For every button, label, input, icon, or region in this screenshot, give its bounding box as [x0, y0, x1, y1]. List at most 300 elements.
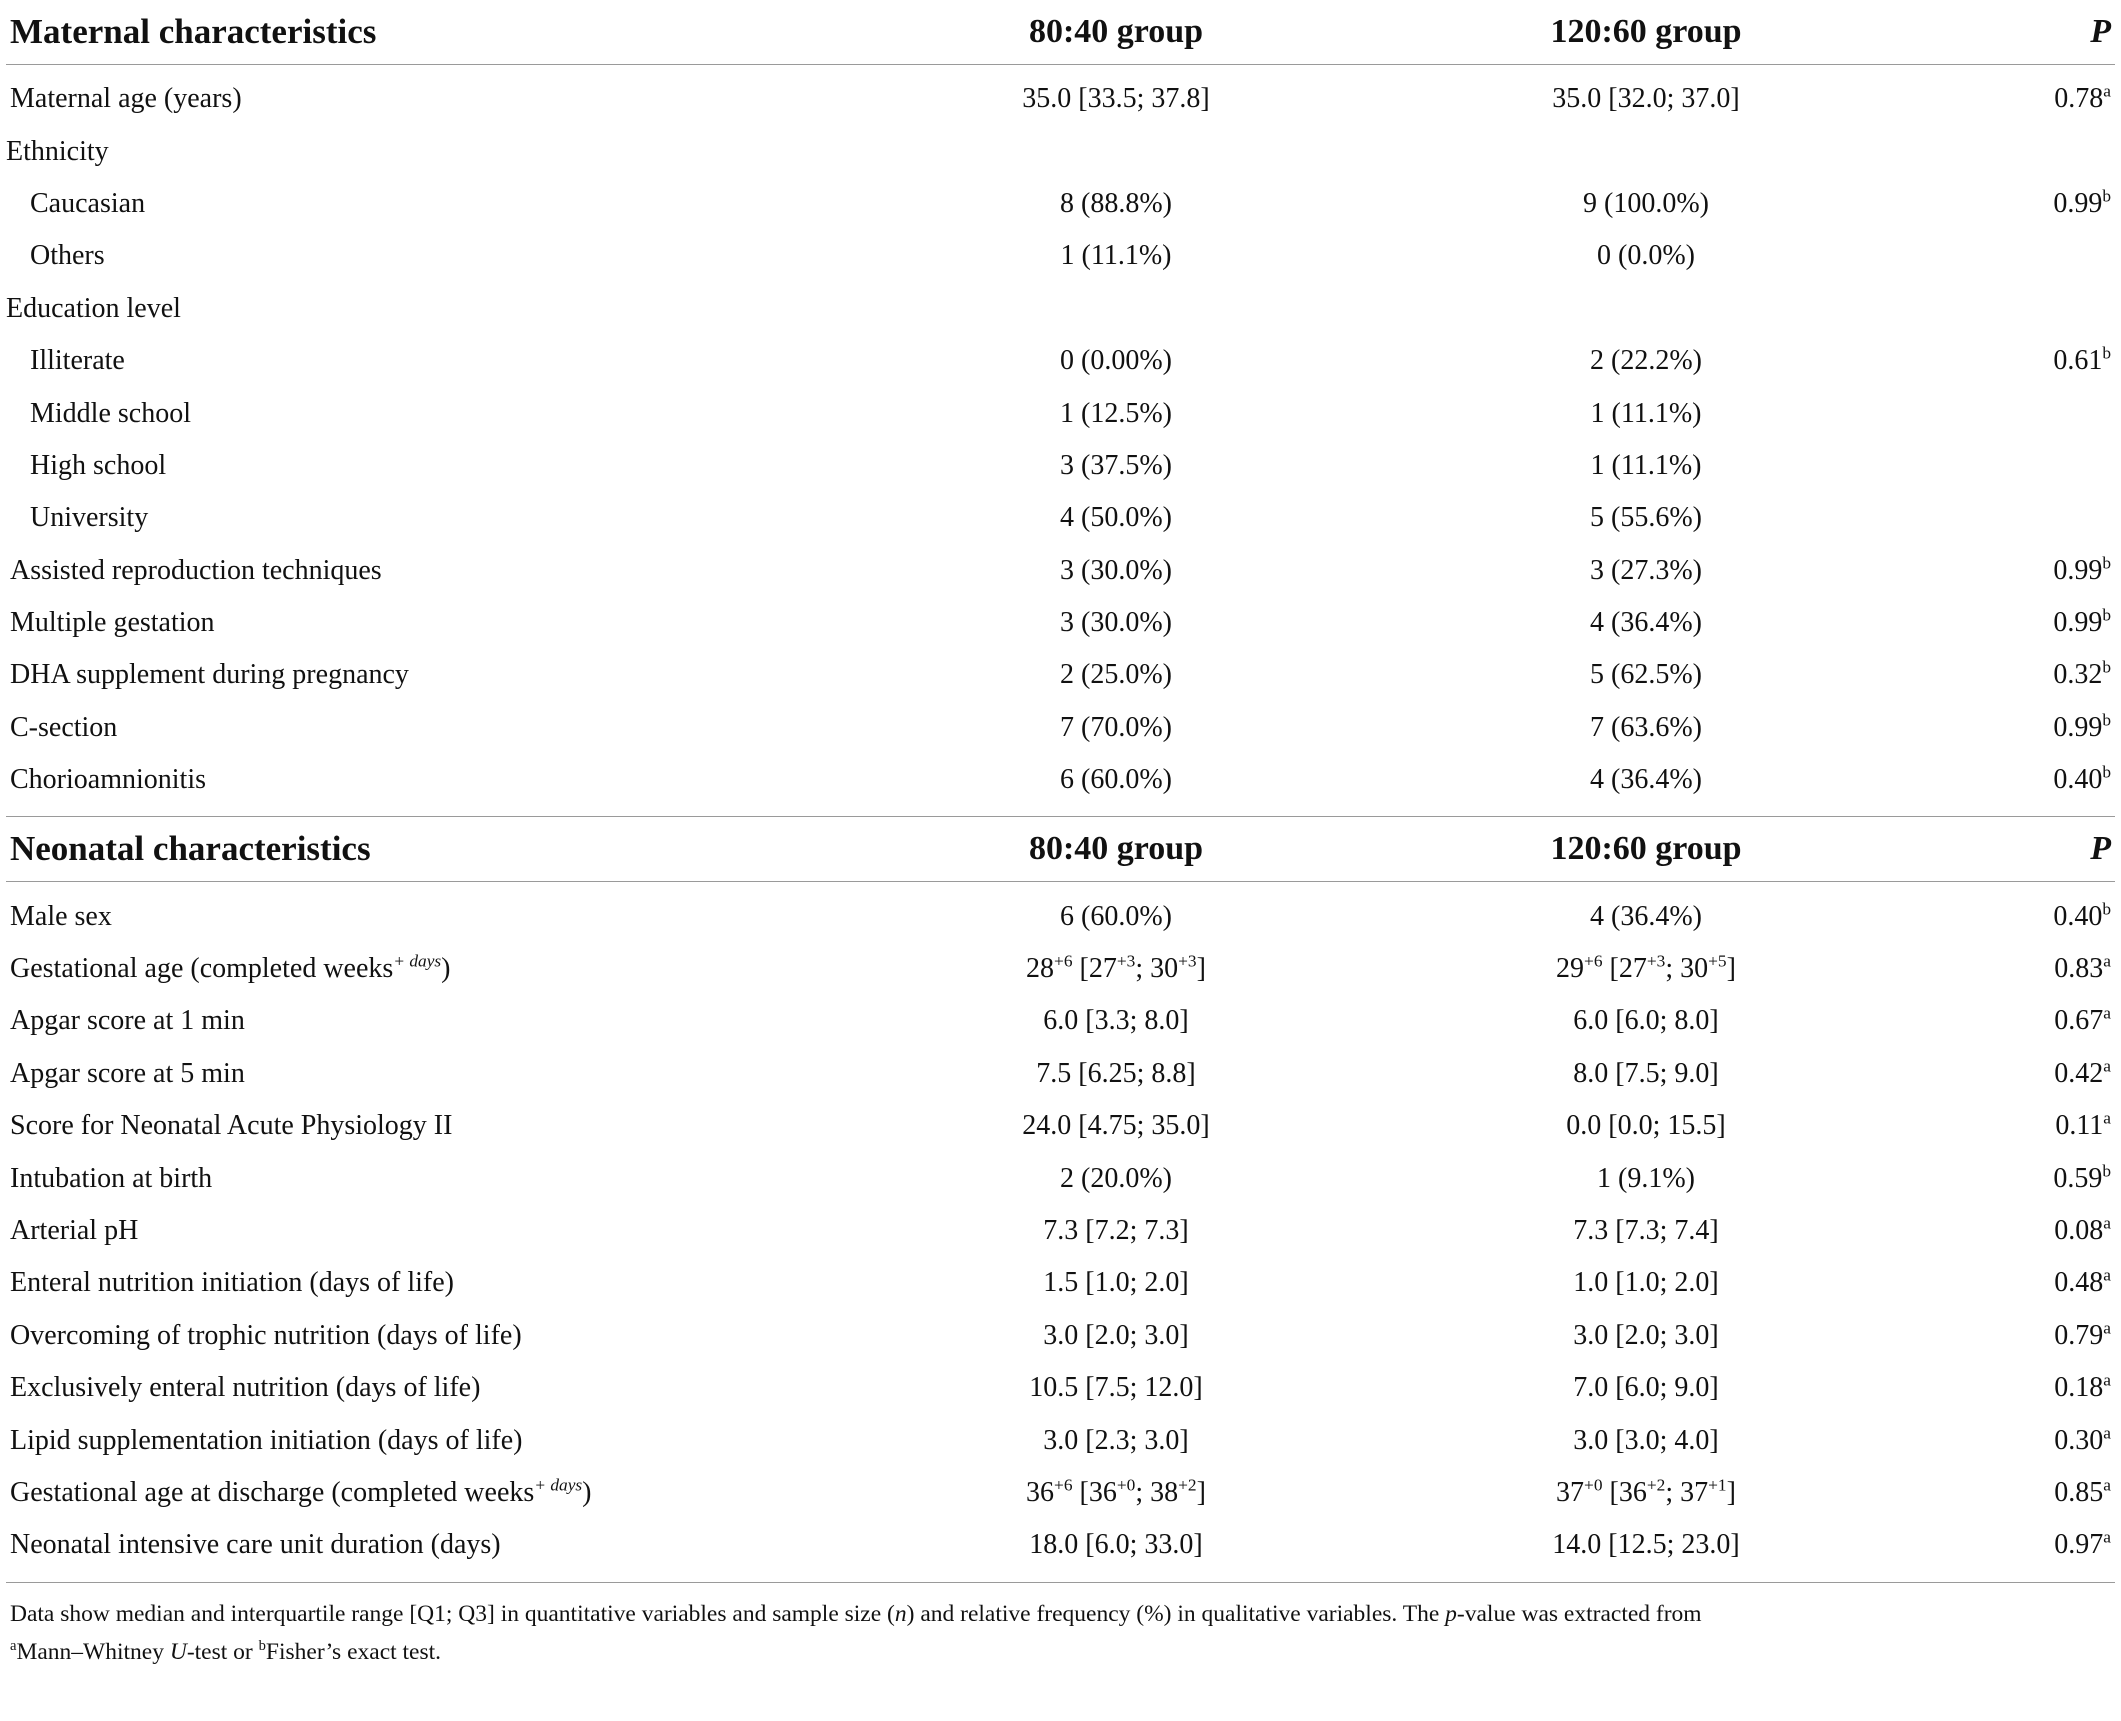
value-text: 0 (0.00%)	[1060, 345, 1172, 377]
table-row	[6, 440, 2115, 492]
table-row	[6, 387, 2115, 439]
row-label	[6, 1005, 866, 1037]
group2-value	[1366, 1005, 1926, 1037]
p-value	[1926, 555, 2115, 587]
value-part: ; 38	[1135, 1476, 1179, 1508]
p-value	[1926, 659, 2115, 691]
test-marker: a	[2103, 1213, 2111, 1233]
table-row	[6, 230, 2115, 282]
value-text: 1 (12.5%)	[1060, 397, 1172, 429]
group1-value	[866, 1110, 1366, 1142]
p-value	[1926, 1163, 2115, 1195]
test-marker: b	[2102, 553, 2111, 573]
value-superscript: +5	[1708, 951, 1727, 971]
p-value	[1926, 1058, 2115, 1090]
label-end: )	[441, 953, 451, 985]
footnote-text: -value was extracted from	[1456, 1600, 1702, 1627]
value-text: 3.0 [3.0; 4.0]	[1573, 1424, 1719, 1456]
p-value-text: 0.11	[2055, 1110, 2104, 1142]
footnote-text: -test or	[186, 1638, 259, 1665]
group1-value	[866, 1215, 1366, 1247]
group1-value	[866, 1058, 1366, 1090]
value-text: 3 (37.5%)	[1060, 449, 1172, 481]
value-text: 3 (27.3%)	[1590, 554, 1702, 586]
group1-value	[866, 901, 1366, 933]
footnote-text: Data show median and interquartile range [Q1; Q3] in quantitative variables and sample size (	[10, 1600, 895, 1627]
table-row	[6, 335, 2115, 387]
value-text: 2 (22.2%)	[1590, 345, 1702, 377]
header-divider	[6, 64, 2115, 65]
value-text: 7.5 [6.25; 8.8]	[1036, 1057, 1196, 1089]
row-label	[6, 502, 866, 534]
value-text: 35.0 [33.5; 37.8]	[1022, 83, 1210, 115]
row-label-text: Intubation at birth	[10, 1162, 213, 1194]
table-row	[6, 545, 2115, 597]
p-value-text: 0.59	[2053, 1162, 2103, 1194]
value-part: ]	[1726, 953, 1736, 985]
table-row	[6, 995, 2115, 1047]
group2-value	[1366, 83, 1926, 115]
table-row	[6, 597, 2115, 649]
table-footnote	[6, 1595, 2115, 1671]
value-superscript: +0	[1584, 1475, 1603, 1495]
neonatal-section-title: Neonatal characteristics	[10, 829, 371, 869]
value-text: 10.5 [7.5; 12.0]	[1029, 1372, 1203, 1404]
footnote-text: Fisher’s exact test.	[265, 1638, 442, 1665]
label-end: )	[582, 1476, 592, 1508]
group2-value	[1366, 607, 1926, 639]
row-label	[6, 1529, 866, 1561]
group2-value	[1366, 1477, 1926, 1509]
row-label-text: Multiple gestation	[10, 607, 215, 639]
p-value	[1926, 1529, 2115, 1561]
value-text: 5 (55.6%)	[1590, 502, 1702, 534]
row-label-text: Gestational age (completed weeks	[10, 953, 394, 985]
row-label-text: Apgar score at 1 min	[10, 1005, 245, 1037]
row-label	[6, 136, 866, 168]
footnote-text: U	[169, 1638, 187, 1665]
group2-value	[1366, 398, 1926, 430]
group2-value	[1366, 1529, 1926, 1561]
row-label	[6, 953, 866, 985]
p-value	[1926, 712, 2115, 744]
row-label	[6, 1372, 866, 1404]
neonatal-table-body	[6, 890, 2115, 1571]
row-label	[6, 1058, 866, 1090]
test-marker: a	[2103, 1318, 2111, 1338]
row-label	[6, 83, 866, 115]
value-text: 6 (60.0%)	[1060, 764, 1172, 796]
group2-value	[1366, 450, 1926, 482]
footnote-text: n	[894, 1600, 907, 1627]
group2-value	[1366, 1372, 1926, 1404]
group2-value	[1366, 502, 1926, 534]
group1-value	[866, 188, 1366, 220]
test-marker: a	[2103, 1108, 2111, 1128]
table-row	[6, 754, 2115, 806]
p-value-text: 0.08	[2054, 1215, 2104, 1246]
row-label	[6, 1320, 866, 1352]
value-superscript: +3	[1646, 951, 1666, 971]
row-label-text: Caucasian	[30, 187, 146, 219]
row-label	[6, 240, 866, 272]
p-value	[1926, 1425, 2115, 1457]
p-value-text: 0.83	[2054, 953, 2104, 985]
value-text: 3 (30.0%)	[1060, 554, 1172, 586]
test-marker: b	[2102, 710, 2111, 730]
value-text: 6 (60.0%)	[1060, 900, 1172, 932]
p-value-text: 0.99	[2053, 554, 2103, 586]
value-part: ; 30	[1665, 953, 1709, 985]
test-marker: a	[2103, 951, 2111, 971]
test-marker: a	[2103, 1475, 2111, 1495]
table-row	[6, 1205, 2115, 1257]
value-text: 7 (63.6%)	[1590, 711, 1702, 743]
value-superscript: +2	[1178, 1475, 1197, 1495]
p-value-text: 0.48	[2054, 1267, 2104, 1299]
group1-value	[866, 659, 1366, 691]
p-value	[1926, 188, 2115, 220]
p-value-column-header: P	[2090, 13, 2111, 50]
group1-value	[866, 1005, 1366, 1037]
value-text: 14.0 [12.5; 23.0]	[1552, 1529, 1740, 1561]
row-label-text: Arterial pH	[10, 1215, 139, 1246]
p-value	[1926, 1215, 2115, 1247]
value-text: 4 (36.4%)	[1590, 607, 1702, 639]
value-text: 0.0 [0.0; 15.5]	[1566, 1110, 1726, 1142]
row-label	[6, 764, 866, 796]
p-value-text: 0.61	[2053, 345, 2103, 377]
test-marker: a	[2103, 1056, 2111, 1076]
p-value-text: 0.99	[2053, 187, 2103, 219]
test-marker: b	[2102, 658, 2111, 678]
footnote-text: p	[1445, 1600, 1457, 1627]
table-bottom-rule	[6, 1582, 2115, 1583]
value-superscript: +6	[1584, 951, 1603, 971]
table-row	[6, 1100, 2115, 1152]
row-label-text: Male sex	[10, 900, 112, 932]
group1-value	[866, 1267, 1366, 1299]
value-text: 6.0 [6.0; 8.0]	[1573, 1005, 1719, 1037]
test-marker: b	[2102, 762, 2111, 782]
p-value-text: 0.30	[2054, 1424, 2104, 1456]
p-value	[1926, 1372, 2115, 1404]
group2-value	[1366, 953, 1926, 985]
group2-value	[1366, 240, 1926, 272]
value-text: 3.0 [2.0; 3.0]	[1573, 1319, 1719, 1351]
row-label	[6, 555, 866, 587]
value-text: 7.0 [6.0; 9.0]	[1573, 1372, 1719, 1404]
table-row	[6, 1519, 2115, 1571]
characteristics-table	[6, 0, 2115, 1671]
group1-value	[866, 345, 1366, 377]
row-label	[6, 901, 866, 933]
table-row	[6, 649, 2115, 701]
value-superscript: +6	[1054, 951, 1073, 971]
row-label-text: C-section	[10, 711, 118, 743]
value-superscript: +0	[1116, 1475, 1136, 1495]
footnote-text: ) and relative frequency (%) in qualitative variables. The	[906, 1600, 1446, 1627]
table-row	[6, 125, 2115, 177]
p-value-text: 0.97	[2054, 1529, 2104, 1561]
value-text: 1 (11.1%)	[1060, 240, 1172, 272]
row-label-text: High school	[30, 449, 167, 481]
value-text: 8 (88.8%)	[1060, 187, 1172, 219]
header-divider	[6, 881, 2115, 882]
group1-value	[866, 502, 1366, 534]
row-label-text: Neonatal intensive care unit duration (days)	[10, 1529, 501, 1561]
value-text: 3 (30.0%)	[1060, 607, 1172, 639]
value-part: [36	[1072, 1476, 1117, 1508]
p-value	[1926, 1110, 2115, 1142]
footnote-text: Mann–Whitney	[16, 1638, 170, 1665]
value-part: [27	[1602, 953, 1647, 985]
group2-value	[1366, 1267, 1926, 1299]
label-superscript: + days	[534, 1475, 583, 1495]
table-row	[6, 492, 2115, 544]
value-text: 1 (11.1%)	[1590, 449, 1702, 481]
value-text: 4 (36.4%)	[1590, 764, 1702, 796]
value-text: 1.0 [1.0; 2.0]	[1573, 1267, 1719, 1299]
value-part: ]	[1196, 953, 1206, 985]
group2-value	[1366, 188, 1926, 220]
p-value-text: 0.79	[2054, 1319, 2104, 1351]
row-label	[6, 1425, 866, 1457]
value-part: ]	[1726, 1476, 1736, 1508]
group2-column-header: 120:60 group	[1550, 830, 1742, 868]
value-text: 3.0 [2.3; 3.0]	[1043, 1424, 1189, 1456]
group2-value	[1366, 345, 1926, 377]
row-label	[6, 1215, 866, 1247]
value-text: 5 (62.5%)	[1590, 659, 1702, 691]
table-row	[6, 1414, 2115, 1466]
table-row	[6, 1467, 2115, 1519]
p-value	[1926, 345, 2115, 377]
table-row	[6, 1310, 2115, 1362]
footnote-marker: b	[258, 1637, 266, 1654]
test-marker: a	[2103, 1004, 2111, 1024]
group2-value	[1366, 901, 1926, 933]
table-row	[6, 178, 2115, 230]
value-text: 18.0 [6.0; 33.0]	[1029, 1529, 1203, 1561]
group1-value	[866, 1477, 1366, 1509]
group1-value	[866, 1372, 1366, 1404]
value-superscript: +3	[1116, 951, 1136, 971]
p-value-text: 0.99	[2053, 711, 2103, 743]
row-label-text: Middle school	[30, 397, 191, 429]
table-row	[6, 1362, 2115, 1414]
value-text: 8.0 [7.5; 9.0]	[1573, 1057, 1719, 1089]
value-text: 1 (11.1%)	[1590, 397, 1702, 429]
row-label	[6, 293, 866, 325]
row-label-text: Overcoming of trophic nutrition (days of life)	[10, 1319, 522, 1351]
table-row	[6, 943, 2115, 995]
group2-value	[1366, 659, 1926, 691]
value-text: 9 (100.0%)	[1583, 187, 1709, 219]
value-text: 7 (70.0%)	[1060, 711, 1172, 743]
p-value	[1926, 953, 2115, 985]
value-part: ; 30	[1135, 953, 1179, 985]
value-superscript: +1	[1708, 1475, 1727, 1495]
row-label	[6, 607, 866, 639]
test-marker: b	[2102, 605, 2111, 625]
p-value-text: 0.18	[2054, 1372, 2104, 1404]
group1-value	[866, 450, 1366, 482]
table-row	[6, 73, 2115, 125]
p-value-text: 0.99	[2053, 607, 2103, 639]
maternal-header-row	[6, 0, 2115, 64]
value-text: 4 (50.0%)	[1060, 502, 1172, 534]
p-value	[1926, 901, 2115, 933]
p-value	[1926, 83, 2115, 115]
row-label	[6, 398, 866, 430]
value-text: 6.0 [3.3; 8.0]	[1043, 1005, 1189, 1037]
label-superscript: + days	[393, 951, 442, 971]
group2-value	[1366, 555, 1926, 587]
p-value-text: 0.40	[2053, 764, 2103, 796]
group1-value	[866, 1425, 1366, 1457]
row-label-text: DHA supplement during pregnancy	[10, 659, 409, 691]
p-value	[1926, 1005, 2115, 1037]
test-marker: b	[2102, 343, 2111, 363]
p-value-text: 0.32	[2053, 659, 2103, 691]
row-label-text: Maternal age (years)	[10, 83, 242, 115]
p-value	[1926, 1320, 2115, 1352]
value-text: 4 (36.4%)	[1590, 900, 1702, 932]
test-marker: b	[2102, 1161, 2111, 1181]
row-label	[6, 188, 866, 220]
test-marker: b	[2102, 899, 2111, 919]
row-label-text: Education level	[6, 292, 181, 324]
test-marker: a	[2103, 1423, 2111, 1443]
value-text: 2 (25.0%)	[1060, 659, 1172, 691]
row-label	[6, 1477, 866, 1509]
value-superscript: +3	[1178, 951, 1197, 971]
row-label-text: University	[30, 502, 149, 534]
value-part: 37	[1556, 1476, 1585, 1508]
row-label-text: Gestational age at discharge (completed weeks	[10, 1476, 535, 1508]
row-label-text: Illiterate	[30, 345, 125, 377]
value-text: 3.0 [2.0; 3.0]	[1043, 1319, 1189, 1351]
group2-value	[1366, 1110, 1926, 1142]
group1-value	[866, 607, 1366, 639]
p-value-text: 0.85	[2054, 1476, 2104, 1508]
table-row	[6, 1152, 2115, 1204]
value-part: [27	[1072, 953, 1117, 985]
row-label-text: Others	[30, 240, 105, 272]
row-label-text: Ethnicity	[6, 135, 109, 167]
row-label	[6, 1110, 866, 1142]
value-text: 35.0 [32.0; 37.0]	[1552, 83, 1740, 115]
row-label	[6, 345, 866, 377]
maternal-table-body	[6, 73, 2115, 806]
row-label	[6, 1163, 866, 1195]
test-marker: a	[2103, 1266, 2111, 1286]
value-superscript: +2	[1646, 1475, 1666, 1495]
footnote-line-2	[10, 1633, 2075, 1671]
group1-value	[866, 764, 1366, 796]
group2-value	[1366, 712, 1926, 744]
p-value-text: 0.40	[2053, 900, 2103, 932]
row-label-text: Score for Neonatal Acute Physiology II	[10, 1110, 453, 1142]
row-label	[6, 712, 866, 744]
table-row	[6, 1257, 2115, 1309]
table-row	[6, 702, 2115, 754]
footnote-marker: a	[10, 1637, 17, 1654]
group1-value	[866, 555, 1366, 587]
maternal-section-title: Maternal characteristics	[10, 12, 377, 51]
value-text: 1 (9.1%)	[1597, 1162, 1695, 1194]
row-label-text: Chorioamnionitis	[10, 764, 206, 796]
value-text: 24.0 [4.75; 35.0]	[1022, 1110, 1210, 1142]
p-value	[1926, 764, 2115, 796]
value-part: 36	[1026, 1476, 1055, 1508]
group2-value	[1366, 1425, 1926, 1457]
neonatal-header-row	[6, 817, 2115, 881]
row-label-text: Assisted reproduction techniques	[10, 554, 382, 586]
footnote-line-1	[10, 1595, 2075, 1633]
value-text: 2 (20.0%)	[1060, 1162, 1172, 1194]
group2-value	[1366, 1215, 1926, 1247]
value-part: ]	[1196, 1476, 1206, 1508]
group2-value	[1366, 1320, 1926, 1352]
group1-value	[866, 712, 1366, 744]
row-label-text: Exclusively enteral nutrition (days of life)	[10, 1372, 481, 1404]
group1-value	[866, 240, 1366, 272]
table-row	[6, 283, 2115, 335]
group2-column-header: 120:60 group	[1550, 13, 1742, 50]
test-marker: b	[2102, 186, 2111, 206]
group1-value	[866, 83, 1366, 115]
row-label	[6, 1267, 866, 1299]
p-value-text: 0.67	[2054, 1005, 2104, 1037]
p-value	[1926, 1477, 2115, 1509]
group1-value	[866, 398, 1366, 430]
value-text: 0 (0.0%)	[1597, 240, 1695, 272]
group1-value	[866, 953, 1366, 985]
test-marker: a	[2103, 1370, 2111, 1390]
value-part: 29	[1556, 953, 1585, 985]
row-label-text: Enteral nutrition initiation (days of life)	[10, 1267, 454, 1299]
table-row	[6, 1048, 2115, 1100]
test-marker: a	[2103, 81, 2111, 101]
test-marker: a	[2103, 1528, 2111, 1548]
p-value	[1926, 607, 2115, 639]
group2-value	[1366, 1058, 1926, 1090]
p-value	[1926, 1267, 2115, 1299]
row-label	[6, 450, 866, 482]
group1-column-header: 80:40 group	[1028, 830, 1204, 868]
value-part: 28	[1026, 953, 1055, 985]
value-text: 1.5 [1.0; 2.0]	[1043, 1267, 1189, 1299]
p-value-column-header: P	[2090, 830, 2111, 868]
p-value-text: 0.42	[2054, 1057, 2104, 1089]
group1-value	[866, 1529, 1366, 1561]
value-text: 7.3 [7.2; 7.3]	[1043, 1215, 1189, 1246]
group1-value	[866, 1163, 1366, 1195]
row-label	[6, 659, 866, 691]
row-label-text: Apgar score at 5 min	[10, 1057, 245, 1089]
group2-value	[1366, 764, 1926, 796]
group1-column-header: 80:40 group	[1028, 13, 1204, 50]
p-value-text: 0.78	[2054, 83, 2104, 115]
table-row	[6, 890, 2115, 942]
value-part: ; 37	[1665, 1476, 1709, 1508]
value-superscript: +6	[1054, 1475, 1073, 1495]
value-part: [36	[1602, 1476, 1647, 1508]
group2-value	[1366, 1163, 1926, 1195]
group1-value	[866, 1320, 1366, 1352]
